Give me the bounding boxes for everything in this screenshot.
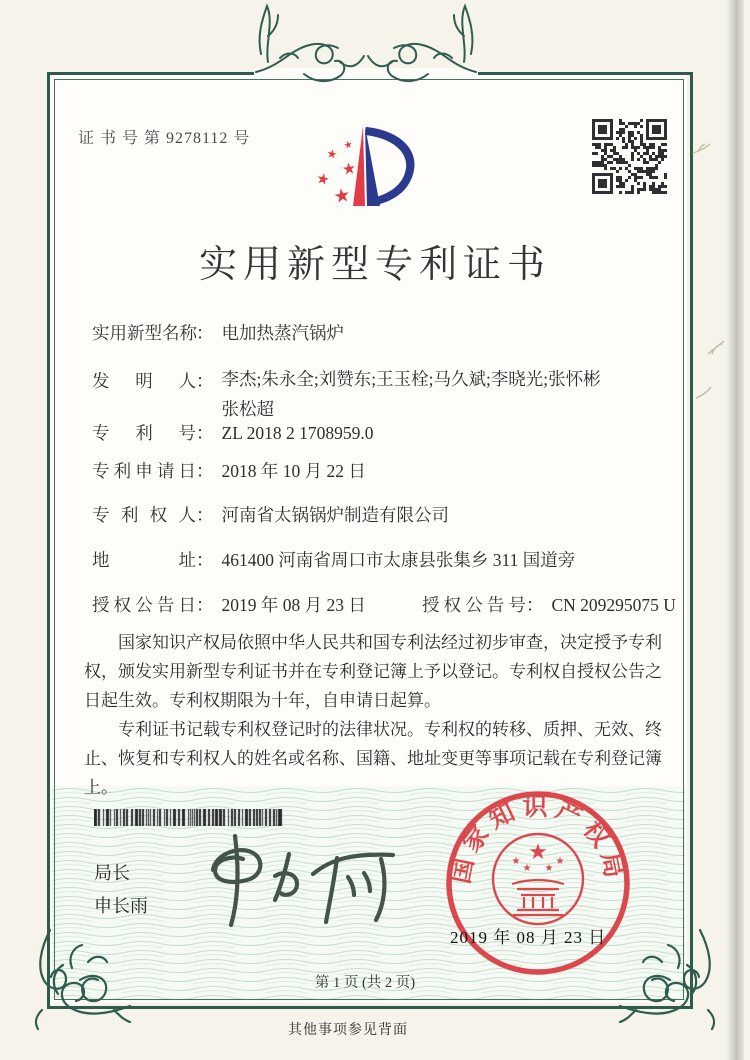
dragon-ornament — [246, 0, 486, 102]
svg-text:★: ★ — [342, 139, 354, 152]
field-value: 河南省太锅锅炉制造有限公司 — [221, 505, 449, 525]
barcode — [94, 809, 284, 826]
cnipa-logo — [306, 114, 432, 218]
field-value: 461400 河南省周口市太康县张集乡 311 国道旁 — [221, 550, 576, 570]
field-row-name — [92, 320, 344, 345]
field-label: 授权公告号 — [422, 595, 526, 615]
field-colon: ： — [196, 505, 214, 525]
official-seal — [442, 787, 634, 979]
seal-date: 2019 年 08 月 23 日 — [450, 928, 607, 947]
legal-text — [84, 628, 668, 802]
scanner-shadow — [727, 0, 744, 1060]
legal-paragraph-1: 国家知识产权局依照中华人民共和国专利法经过初步审查，决定授予专利权，颁发实用新型专利证书并在专利登记簿上予以登记。专利权自授权公告之日起生效。专利权期限为十年，自申请日起算。 — [84, 633, 662, 710]
svg-text:★: ★ — [544, 863, 554, 874]
field-colon: ： — [196, 550, 214, 570]
svg-text:★: ★ — [331, 183, 353, 209]
svg-text:★: ★ — [340, 158, 358, 179]
field-colon: ： — [196, 423, 214, 443]
field-value: 电加热蒸汽锅炉 — [221, 323, 344, 343]
field-label: 专利权人 — [92, 505, 196, 525]
page-indicator: 第 1 页 (共 2 页) — [314, 975, 416, 991]
inventors-line-1: 李杰;朱永全;刘赞东;王玉栓;马久斌;李晓光;张怀彬 — [221, 369, 601, 389]
field-value: CN 209295075 U — [551, 595, 676, 615]
director-title: 局长 — [94, 863, 130, 883]
paper-sprig — [690, 140, 712, 158]
certificate-number: 证 书 号 第 9278112 号 — [78, 130, 251, 147]
svg-text:★: ★ — [528, 840, 548, 865]
field-row-patent-no — [92, 420, 373, 445]
director-signature — [185, 828, 405, 928]
field-row-address — [92, 547, 575, 572]
certificate-title: 实用新型专利证书 — [198, 244, 551, 286]
seal-text: 国家知识产权局 — [447, 794, 629, 886]
field-row-grant — [92, 592, 676, 617]
field-row-patentee — [92, 502, 449, 527]
field-colon: ： — [196, 371, 214, 391]
svg-text:★: ★ — [325, 146, 339, 162]
svg-text:★: ★ — [511, 856, 521, 867]
field-pair-grant-no — [422, 592, 676, 617]
field-label: 授权公告日 — [92, 595, 196, 615]
field-label: 专利号 — [92, 423, 196, 443]
field-label: 发明人 — [92, 371, 196, 391]
field-colon: ： — [526, 595, 544, 615]
qr-code — [592, 119, 667, 194]
svg-text:★: ★ — [522, 863, 532, 874]
backside-note: 其他事项参见背面 — [288, 1023, 408, 1038]
field-colon: ： — [196, 461, 214, 481]
logo-p-mark — [353, 126, 415, 206]
paper-sprig — [706, 338, 726, 358]
field-row-filing-date — [92, 458, 366, 483]
field-label: 专利申请日 — [92, 461, 196, 481]
field-label: 实用新型名称 — [92, 323, 197, 343]
logo-stars — [315, 139, 358, 208]
seal-emblem-icon — [493, 834, 583, 924]
inventors-line-2: 张松超 — [221, 399, 274, 419]
svg-text:★: ★ — [555, 856, 565, 867]
legal-paragraph-2: 专利证书记载专利权登记时的法律状况。专利权的转移、质押、无效、终止、恢复和专利权人的姓名或名称、国籍、地址变更等事项记载在专利登记簿上。 — [84, 720, 662, 797]
director-name: 申长雨 — [94, 896, 148, 916]
field-label: 地址 — [92, 550, 196, 570]
field-row-inventors — [92, 368, 682, 424]
svg-text:★: ★ — [314, 168, 332, 190]
paper-sprig — [694, 384, 714, 402]
field-value: 2019 年 08 月 23 日 — [221, 595, 366, 615]
field-value — [222, 364, 682, 424]
field-colon: ： — [196, 323, 214, 343]
field-value: 2018 年 10 月 22 日 — [221, 461, 366, 481]
field-colon: ： — [196, 595, 214, 615]
field-value: ZL 2018 2 1708959.0 — [221, 423, 374, 443]
